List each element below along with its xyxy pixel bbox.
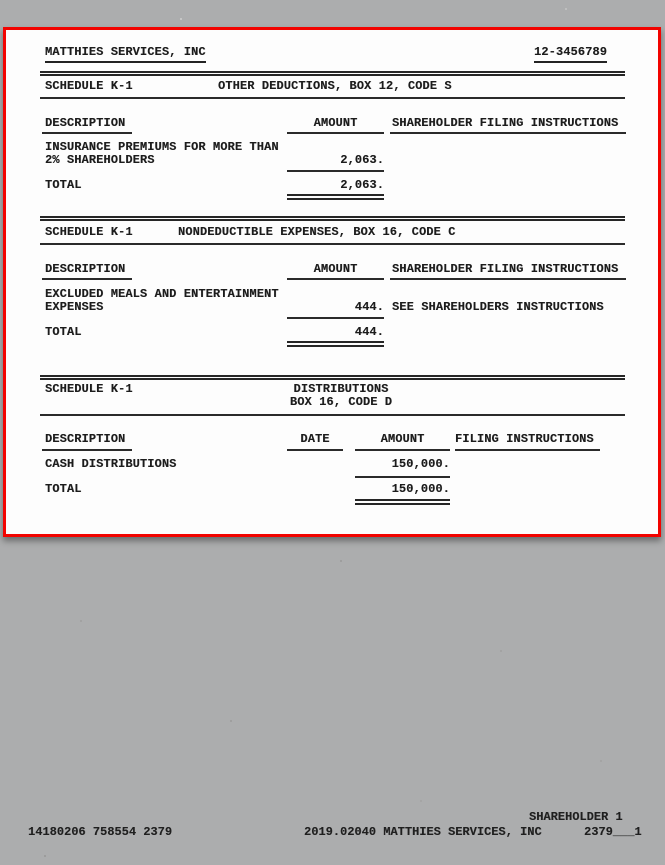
row-amount: 444. [354, 300, 384, 314]
section-divider [40, 375, 625, 380]
row-instructions: SEE SHAREHOLDERS INSTRUCTIONS [392, 300, 604, 314]
footer-file-reference: 2019.02040 MATTHIES SERVICES, INC [304, 825, 542, 839]
column-header-amount: AMOUNT [380, 432, 425, 446]
amount-subtotal-rule [355, 476, 450, 478]
section-title-line2: BOX 16, CODE D [289, 395, 393, 409]
schedule-label: SCHEDULE K-1 [45, 225, 133, 239]
row-description-line2: EXPENSES [45, 300, 104, 314]
row-description-line2: 2% SHAREHOLDERS [45, 153, 155, 167]
total-double-rule [355, 499, 450, 505]
company-name: MATTHIES SERVICES, INC [45, 46, 206, 63]
column-header-instructions: SHAREHOLDER FILING INSTRUCTIONS [392, 116, 619, 130]
header-underline [355, 449, 450, 451]
total-amount: 444. [354, 325, 384, 339]
total-double-rule [287, 341, 384, 347]
section-title-rule [40, 97, 625, 99]
footer-page-reference: 2379___1 [584, 825, 642, 839]
header-underline [455, 449, 600, 451]
section-title: OTHER DEDUCTIONS, BOX 12, CODE S [218, 79, 452, 93]
row-amount: 150,000. [391, 457, 450, 471]
column-header-description: DESCRIPTION [45, 262, 126, 276]
header-underline [42, 449, 132, 451]
company-ein: 12-3456789 [534, 46, 607, 63]
total-label: TOTAL [45, 325, 82, 339]
scan-noise [0, 0, 2, 2]
shareholder-number-label: SHAREHOLDER 1 [529, 810, 623, 824]
header-underline [287, 449, 343, 451]
column-header-instructions: SHAREHOLDER FILING INSTRUCTIONS [392, 262, 619, 276]
footer-batch-number: 14180206 758554 2379 [28, 825, 173, 839]
header-underline [287, 132, 384, 134]
row-amount: 2,063. [340, 153, 384, 167]
amount-subtotal-rule [287, 317, 384, 319]
total-amount: 150,000. [391, 482, 450, 496]
header-underline [42, 278, 132, 280]
section-title: NONDEDUCTIBLE EXPENSES, BOX 16, CODE C [178, 225, 456, 239]
amount-subtotal-rule [287, 170, 384, 172]
annotation-highlight-box [3, 27, 661, 537]
column-header-description: DESCRIPTION [45, 116, 126, 130]
column-header-description: DESCRIPTION [45, 432, 126, 446]
section-title-rule [40, 243, 625, 245]
header-underline [42, 132, 132, 134]
header-underline [390, 278, 626, 280]
column-header-amount: AMOUNT [313, 262, 358, 276]
section-title: DISTRIBUTIONS [293, 382, 389, 396]
section-divider [40, 71, 625, 76]
total-label: TOTAL [45, 178, 82, 192]
section-title-rule [40, 414, 625, 416]
column-header-instructions: FILING INSTRUCTIONS [455, 432, 594, 446]
schedule-label: SCHEDULE K-1 [45, 382, 133, 396]
schedule-label: SCHEDULE K-1 [45, 79, 133, 93]
header-underline [287, 278, 384, 280]
row-description-line1: CASH DISTRIBUTIONS [45, 457, 177, 471]
total-amount: 2,063. [340, 178, 384, 192]
section-divider [40, 216, 625, 221]
row-description-line1: INSURANCE PREMIUMS FOR MORE THAN [45, 140, 279, 154]
total-double-rule [287, 194, 384, 200]
column-header-date: DATE [300, 432, 330, 446]
header-underline [390, 132, 626, 134]
document-body [6, 30, 658, 534]
row-description-line1: EXCLUDED MEALS AND ENTERTAINMENT [45, 287, 279, 301]
column-header-amount: AMOUNT [313, 116, 358, 130]
total-label: TOTAL [45, 482, 82, 496]
